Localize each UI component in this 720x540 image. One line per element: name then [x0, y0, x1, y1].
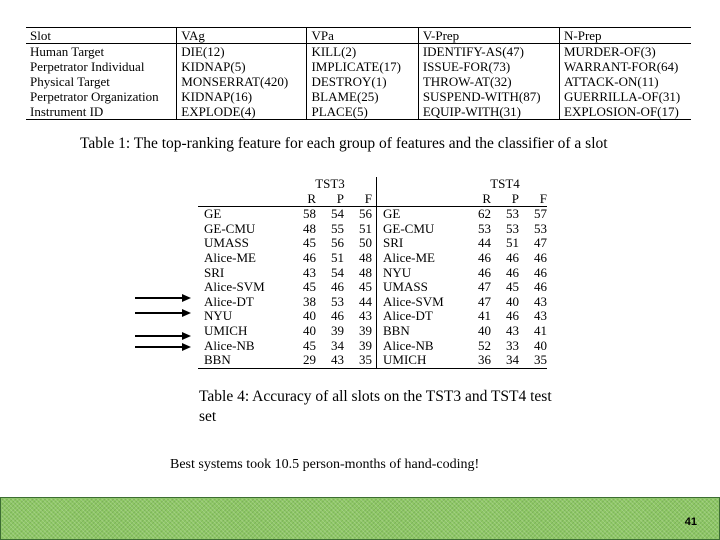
- table-4-score: 56: [359, 206, 372, 222]
- table-4-score: 40: [303, 322, 316, 338]
- table-4-score: 48: [359, 264, 372, 280]
- table-4-system-name: UMASS: [204, 235, 249, 251]
- table-1-row: [26, 44, 691, 60]
- table-4-row: [198, 207, 547, 222]
- table-4-score: 47: [534, 235, 547, 251]
- table-4-row: [198, 280, 547, 295]
- table-4-subheader: P: [491, 192, 519, 207]
- table-4-group-row: [198, 177, 547, 192]
- table-1-slot-cell: Perpetrator Individual: [30, 59, 145, 74]
- table-4-system-name: UMICH: [377, 353, 464, 368]
- table-4-system-name: Alice-ME: [377, 251, 464, 266]
- table-4-score: 52: [478, 337, 491, 353]
- table-4-row: [198, 339, 547, 354]
- table-1-cell: PLACE(5): [307, 104, 418, 120]
- table-1-row: [26, 74, 691, 89]
- table-4-system-name: BBN: [198, 353, 288, 368]
- table-4-score: 48: [359, 249, 372, 265]
- table-4-system-name: NYU: [377, 266, 464, 281]
- table-4-system-name: Alice-SVM: [204, 279, 265, 295]
- table-4-system-name: Alice-DT: [204, 293, 254, 309]
- table-4-score: 40: [478, 322, 491, 338]
- table-4: [198, 177, 547, 369]
- table-4-score: 46: [303, 249, 316, 265]
- table-4-row: [198, 324, 547, 339]
- table-4-score: 53: [331, 293, 344, 309]
- table-4-score: 45: [303, 235, 316, 251]
- table-4-score: 33: [506, 337, 519, 353]
- table-1-cell: MONSERRAT(420): [177, 74, 307, 89]
- note-text: Best systems took 10.5 person-months of hand-coding!: [170, 457, 480, 472]
- table-1-cell: ATTACK-ON(11): [560, 74, 692, 89]
- table-4-system-name: SRI: [204, 264, 225, 280]
- table-1-cell: MURDER-OF(3): [560, 44, 692, 60]
- table-1-slot-cell: Instrument ID: [30, 104, 104, 119]
- table-4-system-name: Alice-NB: [204, 337, 255, 353]
- table-4-score: 38: [303, 293, 316, 309]
- table-4-score: 51: [506, 235, 519, 251]
- table-1-cell: KILL(2): [307, 44, 418, 60]
- table-1-cell: KIDNAP(5): [177, 59, 307, 74]
- table-4-score: 41: [534, 322, 547, 338]
- page-number: 41: [684, 516, 697, 528]
- table-4-group-tst3: TST3: [315, 176, 345, 191]
- table-1: [26, 27, 691, 120]
- table-4-score: 51: [331, 249, 344, 265]
- table-4-row: [198, 251, 547, 266]
- table-4-score: 48: [303, 220, 316, 236]
- table-4-score: 43: [534, 308, 547, 324]
- table-4-score: 53: [478, 220, 491, 236]
- table-4-system-name: UMASS: [377, 280, 464, 295]
- table-1-cell: EXPLOSION-OF(17): [560, 104, 692, 120]
- table-4-score: 58: [303, 206, 316, 222]
- table-1-cell: IDENTIFY-AS(47): [418, 44, 559, 60]
- table-4-group-tst4: TST4: [490, 176, 520, 191]
- table-1-cell: WARRANT-FOR(64): [560, 59, 692, 74]
- table-4-score: 45: [303, 279, 316, 295]
- table-4-score: 43: [534, 293, 547, 309]
- arrow-right-icon: [135, 342, 191, 352]
- table-4-system-name: NYU: [204, 308, 233, 324]
- table-4-score: 39: [359, 337, 372, 353]
- table-4-score: 51: [359, 220, 372, 236]
- table-4-system-name: GE: [204, 206, 222, 222]
- table-4-score: 46: [331, 279, 344, 295]
- table-4-score: 46: [506, 264, 519, 280]
- table-4-system-name: GE-CMU: [204, 220, 256, 236]
- table-4-system-name: Alice-SVM: [377, 295, 464, 310]
- table-4-score: 53: [506, 220, 519, 236]
- table-1-row: [26, 104, 691, 120]
- table-4-score: 43: [316, 353, 344, 368]
- arrow-right-icon: [135, 331, 191, 341]
- table-4-score: 43: [359, 308, 372, 324]
- table-4-score: 46: [506, 249, 519, 265]
- table-4-score: 54: [331, 264, 344, 280]
- arrow-right-icon: [135, 308, 191, 318]
- table-1-cell: DIE(12): [177, 44, 307, 60]
- table-4-score: 46: [534, 264, 547, 280]
- table-4-score: 34: [491, 353, 519, 368]
- table-4-score: 43: [303, 264, 316, 280]
- table-4-subheader: F: [344, 192, 372, 207]
- table-1-cell: GUERRILLA-OF(31): [560, 89, 692, 104]
- table-4-score: 46: [506, 308, 519, 324]
- table-4-score: 46: [478, 264, 491, 280]
- table-4-score: 44: [478, 235, 491, 251]
- table-4-system-name: GE-CMU: [377, 222, 464, 237]
- table-4-score: 29: [288, 353, 316, 368]
- table-4-score: 35: [519, 353, 547, 368]
- table-1-header: N-Prep: [560, 28, 692, 44]
- table-1-slot-cell: Perpetrator Organization: [30, 89, 159, 104]
- table-4-row: [198, 309, 547, 324]
- table-1-cell: THROW-AT(32): [418, 74, 559, 89]
- table-4-score: 54: [331, 206, 344, 222]
- table-1-row: [26, 59, 691, 74]
- table-1-header-row: [26, 28, 691, 44]
- table-1-cell: ISSUE-FOR(73): [418, 59, 559, 74]
- table-4-system-name: UMICH: [204, 322, 248, 338]
- table-4-score: 57: [534, 206, 547, 222]
- table-1-cell: BLAME(25): [307, 89, 418, 104]
- table-4-subheader: R: [288, 192, 316, 207]
- table-4-score: 34: [331, 337, 344, 353]
- table-4-score: 45: [303, 337, 316, 353]
- table-1-caption: Table 1: The top-ranking feature for each group of features and the classifier of a slot: [80, 135, 608, 152]
- table-4-score: 56: [331, 235, 344, 251]
- table-4-score: 39: [331, 322, 344, 338]
- table-4-row: [198, 295, 547, 310]
- table-4-score: 53: [534, 220, 547, 236]
- table-4-score: 39: [359, 322, 372, 338]
- table-4-score: 45: [506, 279, 519, 295]
- table-4-caption: Table 4: Accuracy of all slots on the TST3 and TST4 test set: [199, 388, 552, 425]
- table-4-score: 47: [478, 293, 491, 309]
- table-4-system-name: GE: [377, 207, 464, 222]
- table-4-subheader: R: [463, 192, 491, 207]
- table-4-score: 55: [331, 220, 344, 236]
- table-4-score: 44: [359, 293, 372, 309]
- table-1-cell: SUSPEND-WITH(87): [418, 89, 559, 104]
- table-4-row: [198, 266, 547, 281]
- table-4-score: 46: [534, 249, 547, 265]
- table-4-system-name: SRI: [377, 236, 464, 251]
- table-1-cell: IMPLICATE(17): [307, 59, 418, 74]
- table-4-score: 62: [478, 206, 491, 222]
- table-4-score: 35: [344, 353, 372, 368]
- table-4-system-name: Alice-ME: [204, 249, 256, 265]
- table-4-score: 50: [359, 235, 372, 251]
- table-1-slot-cell: Human Target: [30, 44, 105, 59]
- table-4-score: 46: [331, 308, 344, 324]
- table-1-cell: DESTROY(1): [307, 74, 418, 89]
- table-4-system-name: Alice-NB: [377, 339, 464, 354]
- table-1-cell: KIDNAP(16): [177, 89, 307, 104]
- table-1-header: Slot: [30, 28, 51, 43]
- table-4-subheader-row: [198, 192, 547, 207]
- table-1-header: VPa: [307, 28, 418, 44]
- table-4-score: 40: [506, 293, 519, 309]
- table-4-score: 47: [478, 279, 491, 295]
- table-4-row: [198, 353, 547, 368]
- table-4-score: 43: [506, 322, 519, 338]
- table-1-cell: EXPLODE(4): [177, 104, 307, 120]
- table-4-system-name: Alice-DT: [377, 309, 464, 324]
- table-1-row: [26, 89, 691, 104]
- table-4-score: 46: [534, 279, 547, 295]
- footer-bar: [0, 497, 720, 540]
- table-4-score: 40: [534, 337, 547, 353]
- table-1-cell: EQUIP-WITH(31): [418, 104, 559, 120]
- table-4-score: 36: [463, 353, 491, 368]
- table-4-row: [198, 222, 547, 237]
- table-1-header: VAg: [177, 28, 307, 44]
- table-4-row: [198, 236, 547, 251]
- table-4-system-name: BBN: [377, 324, 464, 339]
- arrow-right-icon: [135, 293, 191, 303]
- table-4-score: 45: [359, 279, 372, 295]
- table-1-slot-cell: Physical Target: [30, 74, 110, 89]
- table-4-score: 41: [478, 308, 491, 324]
- table-1-header: V-Prep: [418, 28, 559, 44]
- table-4-score: 53: [506, 206, 519, 222]
- table-4-subheader: F: [519, 192, 547, 207]
- table-4-score: 40: [303, 308, 316, 324]
- table-4-subheader: P: [316, 192, 344, 207]
- table-4-score: 46: [478, 249, 491, 265]
